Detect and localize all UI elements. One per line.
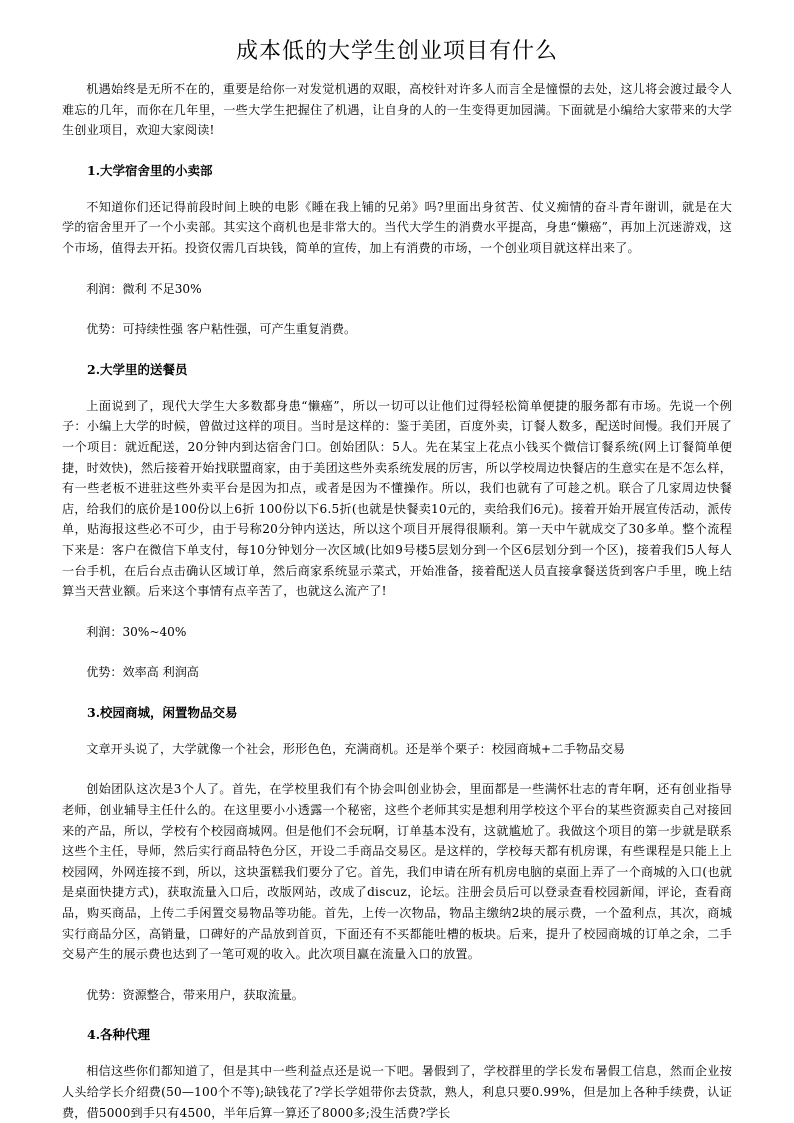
section-2-profit: 利润：30%~40% <box>86 624 187 639</box>
section-2-paragraph: 上面说到了，现代大学生大多数都身患“懒癌”，所以一切可以让他们过得轻松简单便捷的服务都有市场。先说一个例子：小编上大学的时候，曾做过这样的项目。当时是这样的：鉴于美团，百度外卖，订餐人数多，配送时间慢。我们开展了一个项目：就近配送，20分钟内到达宿舍门口。创始团队：5人。先在某宝上花点小钱买个微信订餐系统(网上订餐简单便捷，时效快)，然后接着开始找联盟商家，由于美团这些外卖系统发展的厉害，所以学校周边快餐店的生意实在是不怎么样，有一些老板不进驻这些外卖平台是因为扣点，或者是因为不懂操作。所以，我们也就有了可趁之机。联合了几家周边快餐店，给我们的底价是100份以上6折 100份以下6.5折(也就是快餐卖10元的，卖给我们6元)。接着开始开展宣传活动，派传单，贴海报这些必不可少，由于号称20分钟内送达，所以这个项目开展得很顺利。第一天中午就成交了30多单。整个流程下来是：客户在微信下单支付，每10分钟划分一次区域(比如9号楼5层划分到一个区6层划分到一个区)，接着我们5人每人一台手机，在后台点击确认区域订单，然后商家系统显示菜式，开始准备，接着配送人员直接拿餐送货到客户手里，晚上结算当天营业额。后来这个事情有点辛苦了，也就这么流产了! <box>62 398 732 599</box>
section-3-paragraph-2: 创始团队这次是3个人了。首先，在学校里我们有个协会叫创业协会，里面都是一些满怀壮志的青年啊，还有创业指导老师，创业辅导主任什么的。在这里要小小透露一个秘密，这些个老师其实是想利用学校这个平台的某些资源卖自己对接回来的产品，所以，学校有个校园商城网。但是他们不会玩啊，订单基本没有，这就尴尬了。我做这个项目的第一步就是联系这些个主任，导师，然后实行商品特色分区，开设二手商品交易区。是这样的，学校每天都有机房课，有些课程是只能上上校园网，外网连接不到，所以，这块蛋糕我们要分了它。首先，我们申请在所有机房电脑的桌面上弄了一个商城的入口(也就是桌面快捷方式)，获取流量入口后，改版网站，改成了discuz，论坛。注册会员后可以登录查看校园新闻，评论，查看商品，购买商品，上传二手闲置交易物品等功能。首先，上传一次物品，物品主缴纳2块的展示费，一个盈利点，其次，商城实行商品分区，高销量，口碑好的产品放到首页，下面还有不买都能吐槽的板块。后来，提升了校园商城的订单之余，二手交易产生的展示费也达到了一笔可观的收入。此次项目赢在流量入口的放置。 <box>62 782 732 962</box>
intro-paragraph: 机遇始终是无所不在的，重要是给你一对发觉机遇的双眼，高校针对许多人而言全是憧憬的去处，这儿将会渡过最令人难忘的几年，而你在几年里，一些大学生把握住了机遇，让自身的人的一生变得更加园满。下面就是小编给大家带来的大学生创业项目，欢迎大家阅读! <box>62 82 732 138</box>
section-4-heading: 4.各种代理 <box>87 1027 151 1043</box>
section-3-advantage: 优势：资源整合，带来用户，获取流量。 <box>86 987 304 1002</box>
section-2-advantage: 优势：效率高 利润高 <box>86 665 199 680</box>
section-1-advantage: 优势：可持续性强 客户粘性强，可产生重复消费。 <box>86 322 357 337</box>
section-1-heading: 1.大学宿舍里的小卖部 <box>87 162 213 178</box>
section-3-paragraph-1: 文章开头说了，大学就像一个社会，形形色色，充满商机。还是举个栗子：校园商城+二手物品交易 <box>86 741 626 756</box>
document-title: 成本低的大学生创业项目有什么 <box>235 39 558 64</box>
section-1-paragraph: 不知道你们还记得前段时间上映的电影《睡在我上铺的兄弟》吗?里面出身贫苦、仗义痴情的奋斗青年谢训，就是在大学的宿舍里开了一个小卖部。其实这个商机也是非常大的。当代大学生的消费水平提高，身患“懒癌”，再加上沉迷游戏，这个市场，值得去开拓。投资仅需几百块钱，简单的宣传，加上有消费的市场，一个创业项目就这样出来了。 <box>62 199 732 255</box>
section-4-paragraph: 相信这些你们都知道了，但是其中一些利益点还是说一下吧。暑假到了，学校群里的学长发布暑假工信息，然而企业按人头给学长介绍费(50—100个不等);缺钱花了?学长学姐带你去贷款，熟人，利息只要0.99%，但是加上各种手续费，认证费，借5000到手只有4500，半年后算一算还了8000多;没生活费?学长 <box>62 1064 732 1120</box>
section-2-heading: 2.大学里的送餐员 <box>87 361 188 377</box>
section-3-heading: 3.校园商城，闲置物品交易 <box>87 704 238 720</box>
section-1-profit: 利润：微利 不足30% <box>86 281 202 296</box>
